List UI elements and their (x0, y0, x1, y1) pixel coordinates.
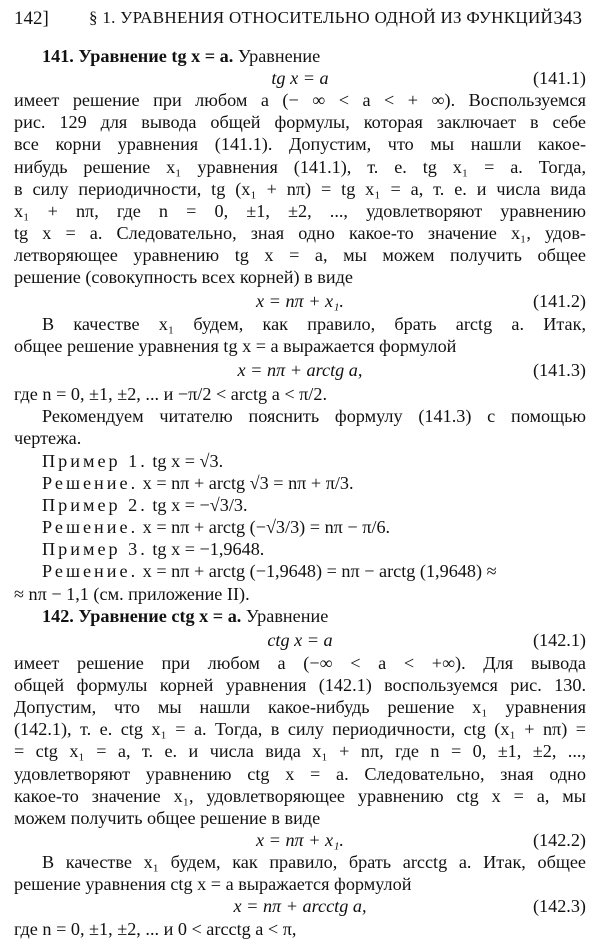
example-label: Пример 3. (42, 539, 148, 560)
equation-formula: x = nπ + x₁. (256, 829, 344, 850)
section-heading-141 (14, 45, 586, 67)
paragraph-line: Допустим, что мы нашли какое-нибудь решение x₁ уравнения (14, 697, 586, 717)
equation-formula: x = nπ + arcctg a, (233, 896, 367, 917)
header-title: § 1. УРАВНЕНИЯ ОТНОСИТЕЛЬНО ОДНОЙ ИЗ ФУНКЦИЙ (89, 8, 554, 27)
paragraph-line: (142.1), т. е. ctg x₁ = a. Тогда, в силу периодичности, ctg (x₁ + nπ) = (14, 719, 586, 740)
equation-formula: tg x = a (271, 67, 329, 88)
solution-label: Решение. (42, 561, 139, 582)
example-text: tg x = −1,9648. (147, 539, 265, 560)
paragraph-line: все корни уравнения (141.1). Допустим, что мы нашли какое- (14, 134, 586, 155)
example-label: Пример 1. (42, 450, 148, 471)
paragraph-line: какое-то значение x₁, удовлетворяющее уравнению ctg x = a, мы (14, 785, 586, 806)
example-3 (14, 538, 586, 560)
equation-formula: x = nπ + x₁. (256, 291, 344, 312)
paragraph-line: летворяющее уравнению tg x = a, мы можем получить общее (14, 245, 586, 266)
running-header (14, 8, 582, 34)
example-text: tg x = √3. (147, 450, 224, 471)
equation-formula: ctg x = a (267, 629, 333, 650)
equation-number: (141.2) (532, 291, 586, 312)
section-title-rest: Уравнение (241, 605, 329, 626)
example-2 (14, 494, 586, 516)
example-1 (14, 450, 586, 472)
page-number: 343 (553, 8, 582, 29)
equation-number: (141.1) (532, 67, 586, 88)
paragraph-line: Рекомендуем читателю пояснить формулу (141.3) с помощью (42, 406, 586, 427)
paragraph-line: где n = 0, ±1, ±2, ... и −π/2 < arctg a < π/2. (14, 384, 327, 405)
paragraph-line: где n = 0, ±1, ±2, ... и 0 < arcctg a < π, (14, 918, 297, 939)
paragraph-line: в силу периодичности, tg (x₁ + nπ) = tg x₁ = a, т. е. и числа вида (14, 178, 586, 199)
equation-formula: x = nπ + arctg a, (237, 360, 363, 381)
solution-label: Решение. (42, 472, 139, 493)
solution-3 (14, 560, 586, 582)
paragraph-line: В качестве x₁ будем, как правило, брать arctg a. Итак, (42, 314, 586, 335)
paragraph-line: x₁ + nπ, где n = 0, ±1, ±2, ..., удовлетворяют уравнению (14, 200, 586, 221)
solution-1 (14, 472, 586, 494)
solution-text: x = nπ + arctg √3 = nπ + π/3. (138, 472, 354, 493)
equation-141-3 (14, 359, 586, 385)
paragraph-line: общей формулы корней уравнения (142.1) воспользуемся рис. 130. (14, 674, 586, 695)
paragraph-line: можем получить общее решение в виде (14, 807, 321, 828)
paragraph-line: решение (совокупность всех корней) в виде (14, 267, 353, 288)
paragraph-line: tg x = a. Следовательно, зная одно какое-то значение x₁, удов- (14, 223, 586, 243)
paragraph-line: удовлетворяют уравнению ctg x = a. Следовательно, зная одно (14, 763, 586, 784)
section-title: 141. Уравнение tg x = a. (42, 45, 234, 66)
paragraph-line: имеет решение при любом a (−∞ < a < +∞). Для вывода (14, 652, 586, 673)
solution-3-continued: ≈ nπ − 1,1 (см. приложение II). (14, 583, 250, 604)
paragraph-line: решение уравнения ctg x = a выражается формулой (14, 874, 412, 895)
section-heading-142 (14, 605, 586, 627)
paragraph-line: имеет решение при любом a (− ∞ < a < + ∞). Воспользуемся (14, 90, 586, 110)
example-text: tg x = −√3/3. (147, 494, 248, 515)
equation-number: (142.1) (532, 629, 586, 650)
paragraph-line: рис. 129 для вывода общей формулы, которая заключает в себе (14, 112, 586, 133)
paragraph-line: общее решение уравнения tg x = a выражается формулой (14, 336, 457, 357)
equation-number: (141.3) (532, 360, 586, 381)
solution-label: Решение. (42, 517, 139, 538)
paragraph-line: чертежа. (14, 428, 82, 449)
equation-number: (142.3) (532, 896, 586, 917)
paragraph-line: нибудь решение x₁ уравнения (141.1), т. е. tg x₁ = a. Тогда, (14, 156, 586, 177)
solution-text: x = nπ + arctg (−√3/3) = nπ − π/6. (138, 517, 391, 538)
solution-2 (14, 516, 586, 538)
equation-number: (142.2) (532, 829, 586, 850)
section-title-rest: Уравнение (233, 45, 321, 66)
solution-text: x = nπ + arctg (−1,9648) = nπ − arctg (1,9648) ≈ (138, 561, 497, 582)
paragraph-line: = ctg x₁ = a, т. е. и числа вида x₁ + nπ, где n = 0, ±1, ±2, ..., (14, 741, 586, 762)
header-section-ref: 142] (14, 8, 49, 29)
example-label: Пример 2. (42, 494, 148, 515)
paragraph-line: В качестве x₁ будем, как правило, брать arcctg a. Итак, общее (42, 852, 586, 873)
section-title: 142. Уравнение ctg x = a. (42, 605, 242, 626)
